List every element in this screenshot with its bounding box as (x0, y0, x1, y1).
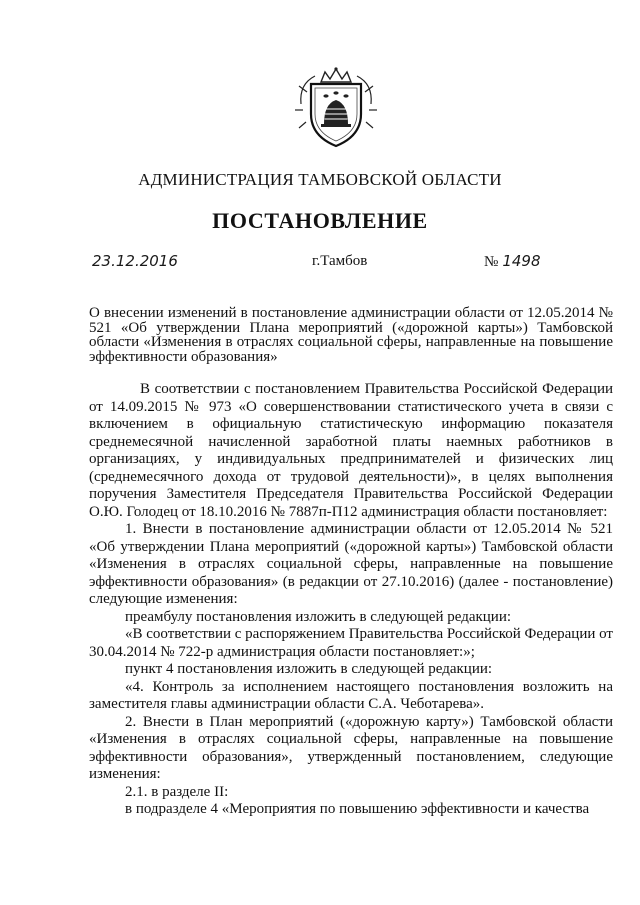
body-paragraph: 1. Внести в постановление администрации области от 12.05.2014 № 521 «Об утверждении Плана мероприятий («дорожной карты») Тамбовской области «Изменения в отраслях социальной сферы, направленные на повышение эффективности образования» (в редакции от 27.10.2016) (далее - постановление) следующие изменения: (89, 521, 613, 607)
tambov-coat-of-arms-icon (293, 66, 379, 152)
body-paragraph: «В соответствии с распоряжением Правительства Российской Федерации от 30.04.2014 № 722-р администрация области постановляет:»; (89, 626, 613, 660)
body-paragraph: 2. Внести в План мероприятий («дорожную карту») Тамбовской области «Изменения в отраслях социальной сферы, направленные на повышение эффективности образования», утвержденный постановлением, следующие изменения: (89, 713, 613, 782)
body-paragraph: «4. Контроль за исполнением настоящего постановления возложить на заместителя главы администрации области С.А. Чеботарева». (89, 678, 613, 712)
document-type-title: ПОСТАНОВЛЕНИЕ (212, 208, 428, 233)
document-body (89, 381, 613, 819)
number-value: 1498 (502, 252, 541, 270)
body-paragraph: преамбулу постановления изложить в следующей редакции: (125, 608, 512, 625)
body-paragraph: В соответствии с постановлением Правительства Российской Федерации от 14.09.2015 № 973 «О совершенствовании статистического учета в связи с включением в официальную статистическую информацию показателя среднемесячной начисленной заработной платы наемных работников в организациях, у индивидуальных предпринимателей и физических лиц (среднемесячного дохода от трудовой деятельности)», в целях выполнения поручения Заместителя Председателя Правительства Российской Федерации О.Ю. Голодец от 18.10.2016 № 7887п-П12 администрация области постановляет: (89, 381, 613, 520)
city-label: г.Тамбов (312, 253, 368, 269)
signing-date: 23.12.2016 (92, 252, 178, 270)
document-subject: О внесении изменений в постановление администрации области от 12.05.2014 № 521 «Об утверждении Плана мероприятий («дорожной карты») Тамбовской области «Изменения в отраслях социальной сферы, направленные на повышение эффективности образования» (89, 305, 613, 365)
document-number (484, 252, 541, 271)
body-paragraph: в подразделе 4 «Мероприятия по повышению эффективности и качества (125, 801, 590, 817)
authority-heading: АДМИНИСТРАЦИЯ ТАМБОВСКОЙ ОБЛАСТИ (138, 170, 502, 189)
number-prefix: № (484, 254, 499, 270)
body-paragraph: 2.1. в разделе II: (125, 783, 229, 800)
body-paragraph: пункт 4 постановления изложить в следующей редакции: (125, 661, 493, 677)
